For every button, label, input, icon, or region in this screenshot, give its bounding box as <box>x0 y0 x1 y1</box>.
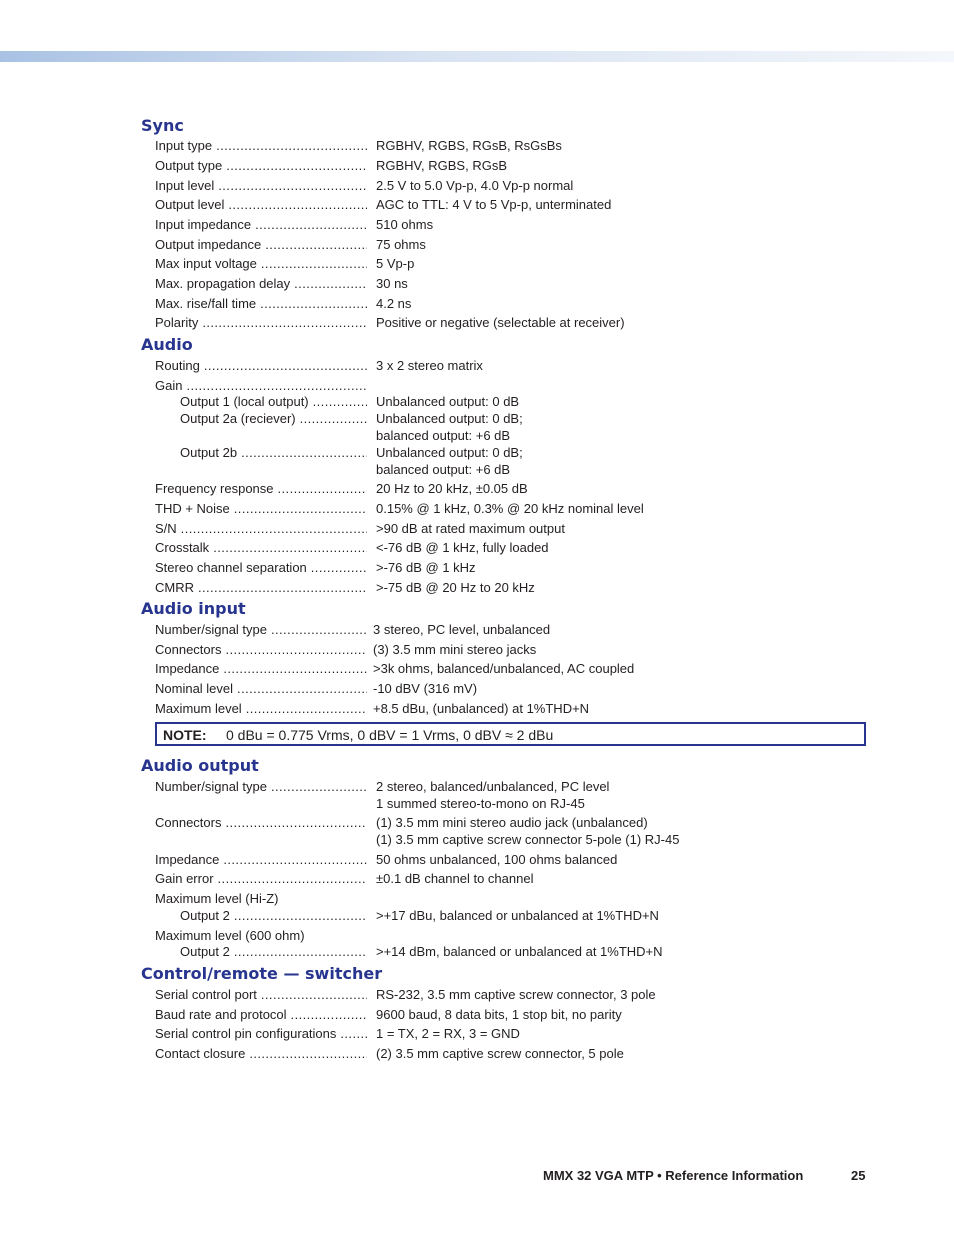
spec-label: Impedance ..... <box>155 851 367 868</box>
spec-label: Connectors ..... <box>155 641 367 658</box>
spec-value: >3k ohms, balanced/unbalanced, AC coupled <box>373 661 635 676</box>
spec-label: Output 2a (reciever) ..... <box>180 410 367 427</box>
spec-label: Input level ..... <box>155 177 367 194</box>
section-title-control: Control/remote — switcher <box>141 964 383 983</box>
spec-label: Serial control pin configurations ..... <box>155 1025 367 1042</box>
spec-label: Output 2b ..... <box>180 444 367 461</box>
spec-value: (1) 3.5 mm mini stereo audio jack (unbalanced) <box>376 815 648 830</box>
spec-label: Max. rise/fall time ..... <box>155 295 367 312</box>
spec-label: Gain error ..... <box>155 870 367 887</box>
section-title-sync: Sync <box>141 116 184 135</box>
spec-label: Serial control port ..... <box>155 986 367 1003</box>
spec-label: Maximum level (600 ohm) <box>155 928 305 943</box>
spec-value: 1 = TX, 2 = RX, 3 = GND <box>376 1026 520 1041</box>
spec-label: Contact closure ..... <box>155 1045 367 1062</box>
spec-value: AGC to TTL: 4 V to 5 Vp-p, unterminated <box>376 197 612 212</box>
spec-value: 510 ohms <box>376 217 434 232</box>
spec-label: Routing ..... <box>155 357 367 374</box>
spec-value: Unbalanced output: 0 dB <box>376 394 520 409</box>
spec-label: Impedance ..... <box>155 660 367 677</box>
spec-label: Polarity ..... <box>155 314 367 331</box>
spec-value: (1) 3.5 mm captive screw connector 5-pole (1) RJ-45 <box>376 832 680 847</box>
spec-label: Max. propagation delay ..... <box>155 275 367 292</box>
spec-value: 2.5 V to 5.0 Vp-p, 4.0 Vp-p normal <box>376 178 574 193</box>
spec-label: Output 2 ..... <box>180 943 367 960</box>
note-box <box>155 722 866 746</box>
spec-value: >+14 dBm, balanced or unbalanced at 1%THD+N <box>376 944 663 959</box>
spec-label: Nominal level ..... <box>155 680 367 697</box>
spec-label: Output 2 ..... <box>180 907 367 924</box>
spec-label: CMRR ..... <box>155 579 367 596</box>
spec-value: -10 dBV (316 mV) <box>373 681 478 696</box>
header-band <box>0 51 954 62</box>
spec-label: Input impedance ..... <box>155 216 367 233</box>
spec-value: RGBHV, RGBS, RGsB <box>376 158 507 173</box>
spec-value: 0.15% @ 1 kHz, 0.3% @ 20 kHz nominal level <box>376 501 644 516</box>
spec-label: Input type ..... <box>155 137 367 154</box>
spec-value: 30 ns <box>376 276 408 291</box>
spec-label: Stereo channel separation ..... <box>155 559 367 576</box>
spec-value: 75 ohms <box>376 237 426 252</box>
spec-label: Connectors ..... <box>155 814 367 831</box>
spec-label: Output level ..... <box>155 196 367 213</box>
spec-label: Output type ..... <box>155 157 367 174</box>
spec-value: Unbalanced output: 0 dB; <box>376 411 523 426</box>
spec-value: (3) 3.5 mm mini stereo jacks <box>373 642 537 657</box>
spec-value: (2) 3.5 mm captive screw connector, 5 pole <box>376 1046 624 1061</box>
spec-value: balanced output: +6 dB <box>376 428 511 443</box>
spec-value: 3 stereo, PC level, unbalanced <box>373 622 551 637</box>
spec-value: >90 dB at rated maximum output <box>376 521 565 536</box>
spec-value: 1 summed stereo-to-mono on RJ-45 <box>376 796 585 811</box>
page-number: 25 <box>851 1168 866 1183</box>
note-label: NOTE: <box>163 727 207 743</box>
spec-value: ±0.1 dB channel to channel <box>376 871 534 886</box>
spec-value: 5 Vp-p <box>376 256 415 271</box>
spec-label: Output 1 (local output) ..... <box>180 393 367 410</box>
spec-value: 9600 baud, 8 data bits, 1 stop bit, no parity <box>376 1007 622 1022</box>
spec-value: balanced output: +6 dB <box>376 462 511 477</box>
spec-label: Frequency response ..... <box>155 480 367 497</box>
spec-value: Positive or negative (selectable at receiver) <box>376 315 625 330</box>
spec-value: 4.2 ns <box>376 296 412 311</box>
spec-value: RGBHV, RGBS, RGsB, RsGsBs <box>376 138 562 153</box>
spec-value: 3 x 2 stereo matrix <box>376 358 483 373</box>
spec-label: Gain ..... <box>155 377 367 394</box>
spec-value: RS-232, 3.5 mm captive screw connector, 3 pole <box>376 987 656 1002</box>
spec-value: 2 stereo, balanced/unbalanced, PC level <box>376 779 610 794</box>
spec-label: S/N ..... <box>155 520 367 537</box>
spec-label: THD + Noise ..... <box>155 500 367 517</box>
spec-label: Output impedance ..... <box>155 236 367 253</box>
spec-value: >-76 dB @ 1 kHz <box>376 560 476 575</box>
spec-value: >-75 dB @ 20 Hz to 20 kHz <box>376 580 535 595</box>
spec-value: <-76 dB @ 1 kHz, fully loaded <box>376 540 549 555</box>
note-text: 0 dBu = 0.775 Vrms, 0 dBV = 1 Vrms, 0 dBV ≈ 2 dBu <box>226 727 554 743</box>
spec-label: Maximum level (Hi-Z) <box>155 891 279 906</box>
section-title-audio-output: Audio output <box>141 756 259 775</box>
section-title-audio: Audio <box>141 335 193 354</box>
spec-label: Maximum level ..... <box>155 700 367 717</box>
spec-value: Unbalanced output: 0 dB; <box>376 445 523 460</box>
footer-text: MMX 32 VGA MTP • Reference Information <box>543 1168 804 1183</box>
spec-label: Crosstalk ..... <box>155 539 367 556</box>
spec-label: Number/signal type ..... <box>155 778 367 795</box>
spec-value: >+17 dBu, balanced or unbalanced at 1%THD+N <box>376 908 659 923</box>
spec-value: 50 ohms unbalanced, 100 ohms balanced <box>376 852 618 867</box>
spec-label: Max input voltage ..... <box>155 255 367 272</box>
spec-label: Baud rate and protocol ..... <box>155 1006 367 1023</box>
spec-value: +8.5 dBu, (unbalanced) at 1%THD+N <box>373 701 590 716</box>
spec-value: 20 Hz to 20 kHz, ±0.05 dB <box>376 481 528 496</box>
spec-label: Number/signal type ..... <box>155 621 367 638</box>
section-title-audio-input: Audio input <box>141 599 246 618</box>
